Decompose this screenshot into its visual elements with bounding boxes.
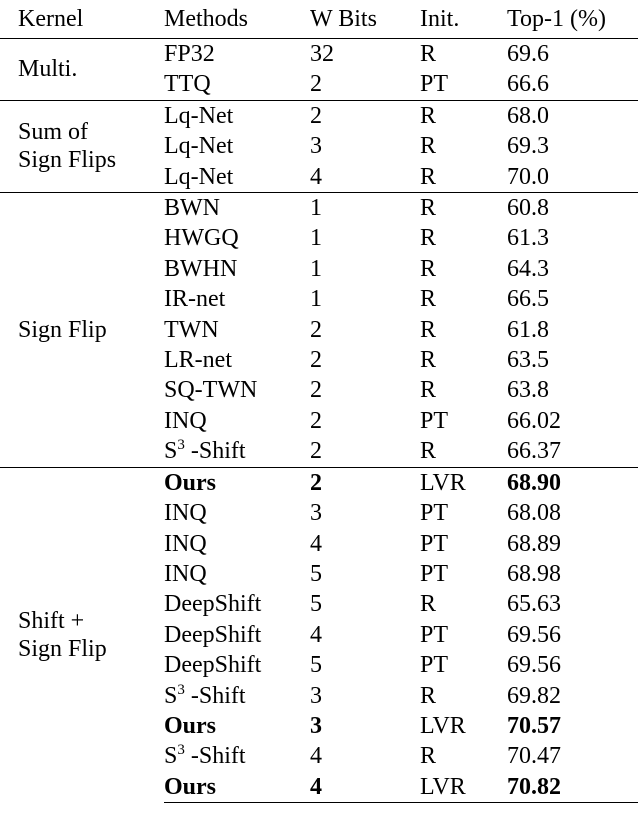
top1-cell: 61.3 bbox=[507, 225, 549, 252]
top1-cell: 69.82 bbox=[507, 682, 561, 709]
method-cell: DeepShift bbox=[164, 652, 262, 679]
init-cell: R bbox=[420, 41, 437, 67]
top1-cell: 69.3 bbox=[507, 133, 549, 160]
init-cell: PT bbox=[420, 652, 449, 679]
method-cell: SQ-TWN bbox=[164, 377, 258, 404]
init-cell: R bbox=[420, 133, 437, 160]
init-cell: R bbox=[420, 225, 437, 252]
header-init: Init. bbox=[420, 0, 507, 39]
method-cell: INQ bbox=[164, 560, 207, 587]
method-cell: HWGQ bbox=[164, 225, 239, 252]
w-bits-cell: 2 bbox=[310, 71, 322, 98]
top1-cell: 68.89 bbox=[507, 530, 561, 557]
w-bits-cell: 2 bbox=[310, 467, 420, 498]
init-cell: R bbox=[420, 316, 437, 343]
method-cell: INQ bbox=[164, 530, 207, 557]
init-cell: R bbox=[420, 591, 437, 618]
method-cell: INQ bbox=[164, 407, 207, 434]
top1-cell: 64.3 bbox=[507, 255, 549, 282]
header-w-bits: W Bits bbox=[310, 0, 420, 39]
method-cell: Ours bbox=[164, 712, 217, 739]
method-cell: FP32 bbox=[164, 41, 215, 67]
method-cell: BWN bbox=[164, 193, 310, 224]
init-cell: LVR bbox=[420, 772, 507, 803]
init-cell: LVR bbox=[420, 712, 466, 739]
w-bits-cell: 2 bbox=[310, 347, 322, 374]
init-cell: R bbox=[420, 438, 437, 465]
init-cell: LVR bbox=[420, 467, 507, 498]
top1-cell: 60.8 bbox=[507, 193, 638, 224]
method-cell: TWN bbox=[164, 316, 219, 343]
top1-cell: 70.47 bbox=[507, 743, 561, 770]
method-cell: Ours bbox=[164, 772, 310, 803]
w-bits-cell: 1 bbox=[310, 255, 322, 282]
top1-cell: 63.8 bbox=[507, 377, 549, 404]
w-bits-cell: 1 bbox=[310, 193, 420, 224]
table-row bbox=[0, 100, 638, 131]
top1-cell: 66.6 bbox=[507, 71, 549, 98]
method-cell: INQ bbox=[164, 500, 207, 527]
header-row bbox=[0, 0, 638, 39]
method-cell: DeepShift bbox=[164, 591, 262, 618]
table-row bbox=[0, 193, 638, 224]
w-bits-cell: 3 bbox=[310, 712, 322, 739]
top1-cell: 66.02 bbox=[507, 407, 561, 434]
init-cell: PT bbox=[420, 530, 449, 557]
w-bits-cell: 1 bbox=[310, 286, 322, 313]
top1-cell: 70.0 bbox=[507, 163, 549, 190]
table-body bbox=[0, 39, 638, 803]
method-cell: Lq-Net bbox=[164, 163, 234, 190]
method-cell: TTQ bbox=[164, 71, 211, 98]
kernel-cell: Multi. bbox=[18, 56, 78, 83]
kernel-cell: Shift + Sign Flip bbox=[0, 467, 164, 802]
method-cell: $S^3$ -Shift bbox=[164, 742, 246, 770]
kernel-cell: Sign Flip bbox=[0, 193, 164, 468]
method-cell: DeepShift bbox=[164, 621, 262, 648]
init-cell: R bbox=[420, 347, 437, 374]
w-bits-cell: 5 bbox=[310, 652, 322, 679]
init-cell: R bbox=[420, 286, 437, 313]
table-row bbox=[0, 39, 638, 70]
method-cell: $S^3$ -Shift bbox=[164, 437, 246, 465]
top1-cell: 63.5 bbox=[507, 347, 549, 374]
w-bits-cell: 4 bbox=[310, 772, 420, 803]
method-cell: LR-net bbox=[164, 347, 232, 374]
top1-cell: 68.0 bbox=[507, 100, 638, 131]
init-cell: PT bbox=[420, 621, 449, 648]
top1-cell: 66.37 bbox=[507, 438, 561, 465]
header-top1: Top-1 (%) bbox=[507, 0, 638, 39]
top1-cell: 61.8 bbox=[507, 316, 549, 343]
method-cell: IR-net bbox=[164, 286, 226, 313]
init-cell: R bbox=[420, 255, 437, 282]
header-kernel: Kernel bbox=[0, 0, 164, 39]
w-bits-cell: 3 bbox=[310, 500, 322, 527]
top1-cell: 66.5 bbox=[507, 286, 549, 313]
method-cell: Ours bbox=[164, 467, 310, 498]
init-cell: R bbox=[420, 193, 507, 224]
init-cell: PT bbox=[420, 560, 449, 587]
method-cell: Lq-Net bbox=[164, 100, 310, 131]
top1-cell: 65.63 bbox=[507, 591, 561, 618]
top1-cell: 68.90 bbox=[507, 467, 638, 498]
w-bits-cell: 2 bbox=[310, 316, 322, 343]
w-bits-cell: 4 bbox=[310, 743, 322, 770]
w-bits-cell: 32 bbox=[310, 41, 334, 67]
w-bits-cell: 5 bbox=[310, 560, 322, 587]
w-bits-cell: 5 bbox=[310, 591, 322, 618]
init-cell: PT bbox=[420, 407, 449, 434]
init-cell: R bbox=[420, 743, 437, 770]
w-bits-cell: 3 bbox=[310, 133, 322, 160]
top1-cell: 68.08 bbox=[507, 500, 561, 527]
w-bits-cell: 4 bbox=[310, 530, 322, 557]
kernel-cell: Sum of Sign Flips bbox=[0, 100, 164, 192]
header-methods: Methods bbox=[164, 0, 310, 39]
table-row bbox=[0, 467, 638, 498]
w-bits-cell: 4 bbox=[310, 621, 322, 648]
method-cell: $S^3$ -Shift bbox=[164, 681, 246, 709]
init-cell: R bbox=[420, 377, 437, 404]
w-bits-cell: 4 bbox=[310, 163, 322, 190]
init-cell: R bbox=[420, 163, 437, 190]
top1-cell: 69.56 bbox=[507, 652, 561, 679]
top1-cell: 69.6 bbox=[507, 41, 549, 67]
init-cell: R bbox=[420, 682, 437, 709]
method-cell: Lq-Net bbox=[164, 133, 234, 160]
init-cell: PT bbox=[420, 500, 449, 527]
w-bits-cell: 2 bbox=[310, 407, 322, 434]
top1-cell: 70.57 bbox=[507, 712, 561, 739]
top1-cell: 68.98 bbox=[507, 560, 561, 587]
w-bits-cell: 2 bbox=[310, 100, 420, 131]
top1-cell: 70.82 bbox=[507, 772, 638, 803]
w-bits-cell: 3 bbox=[310, 682, 322, 709]
method-cell: BWHN bbox=[164, 255, 238, 282]
top1-cell: 69.56 bbox=[507, 621, 561, 648]
init-cell: PT bbox=[420, 71, 449, 98]
w-bits-cell: 2 bbox=[310, 438, 322, 465]
w-bits-cell: 1 bbox=[310, 225, 322, 252]
w-bits-cell: 2 bbox=[310, 377, 322, 404]
init-cell: R bbox=[420, 100, 507, 131]
